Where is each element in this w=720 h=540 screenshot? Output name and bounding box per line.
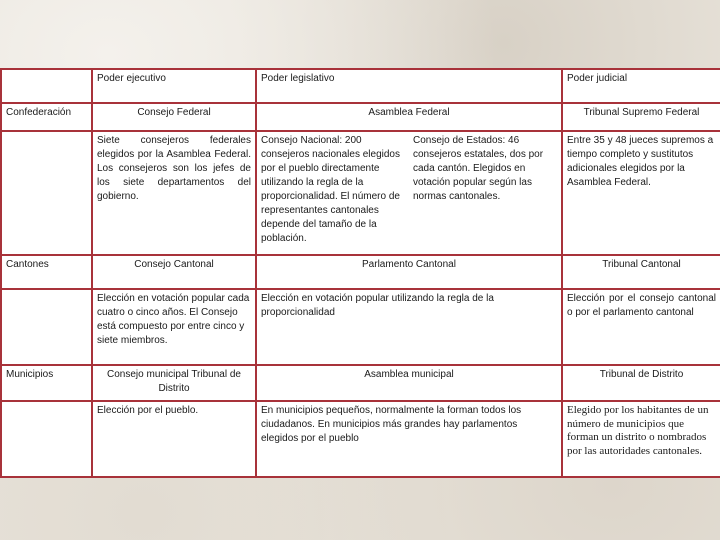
municipios-judicial-desc: Elegido por los habitantes de un número de municipios que forman un distrito o nombrados por las autoridades cantonales. bbox=[562, 401, 720, 477]
consejo-nacional-text: Consejo Nacional: 200 consejeros nacionales elegidos por el pueblo directamente utilizando la regla de la proporcionalidad. El número de representantes cantonales depende del tamaño de la población. bbox=[261, 135, 400, 244]
municipios-title-row bbox=[1, 365, 720, 401]
cantones-title-row bbox=[1, 255, 720, 289]
confederacion-ejecutivo-title: Consejo Federal bbox=[92, 103, 256, 131]
empty-label-cell bbox=[1, 131, 92, 255]
row-label-cantones: Cantones bbox=[1, 255, 92, 289]
municipios-legislativo-title: Asamblea municipal bbox=[256, 365, 562, 401]
confederacion-legislativo-title: Asamblea Federal bbox=[256, 103, 562, 131]
header-row bbox=[1, 69, 720, 103]
cantones-desc-row bbox=[1, 289, 720, 365]
municipios-ejecutivo-title: Consejo municipal Tribunal de Distrito bbox=[92, 365, 256, 401]
confederacion-desc-row bbox=[1, 131, 720, 255]
municipios-judicial-title: Tribunal de Distrito bbox=[562, 365, 720, 401]
municipios-ejecutivo-desc: Elección por el pueblo. bbox=[92, 401, 256, 477]
header-judicial: Poder judicial bbox=[562, 69, 720, 103]
cantones-judicial-desc: Elección por el consejo cantonal o por el parlamento cantonal bbox=[562, 289, 720, 365]
consejo-estados-text: Consejo de Estados: 46 consejeros estatales, dos por cada cantón. Elegidos en votación popular según las normas cantonales. bbox=[413, 135, 544, 202]
row-label-municipios: Municipios bbox=[1, 365, 92, 401]
cantones-judicial-title: Tribunal Cantonal bbox=[562, 255, 720, 289]
municipios-desc-row bbox=[1, 401, 720, 477]
cantones-ejecutivo-title: Consejo Cantonal bbox=[92, 255, 256, 289]
row-label-confederacion: Confederación bbox=[1, 103, 92, 131]
confederacion-title-row bbox=[1, 103, 720, 131]
empty-label-cell bbox=[1, 289, 92, 365]
header-legislativo: Poder legislativo bbox=[256, 69, 562, 103]
header-empty-cell bbox=[1, 69, 92, 103]
cantones-legislativo-title: Parlamento Cantonal bbox=[256, 255, 562, 289]
cantones-legislativo-desc: Elección en votación popular utilizando la regla de la proporcionalidad bbox=[256, 289, 562, 365]
powers-table bbox=[0, 68, 720, 478]
confederacion-ejecutivo-desc: Siete consejeros federales elegidos por la Asamblea Federal. Los consejeros son los jefes de los siete departamentos del gobierno. bbox=[92, 131, 256, 255]
confederacion-judicial-desc: Entre 35 y 48 jueces supremos a tiempo completo y sustitutos adicionales elegidos por la Asamblea Federal. bbox=[562, 131, 720, 255]
cantones-ejecutivo-desc: Elección en votación popular cada cuatro o cinco años. El Consejo está compuesto por entre cinco y siete miembros. bbox=[92, 289, 256, 365]
confederacion-legislativo-desc bbox=[256, 131, 562, 255]
empty-label-cell bbox=[1, 401, 92, 477]
header-ejecutivo: Poder ejecutivo bbox=[92, 69, 256, 103]
powers-table-container bbox=[0, 68, 720, 478]
municipios-legislativo-desc: En municipios pequeños, normalmente la forman todos los ciudadanos. En municipios más grandes hay parlamentos elegidos por el pueblo bbox=[256, 401, 562, 477]
confederacion-judicial-title: Tribunal Supremo Federal bbox=[562, 103, 720, 131]
